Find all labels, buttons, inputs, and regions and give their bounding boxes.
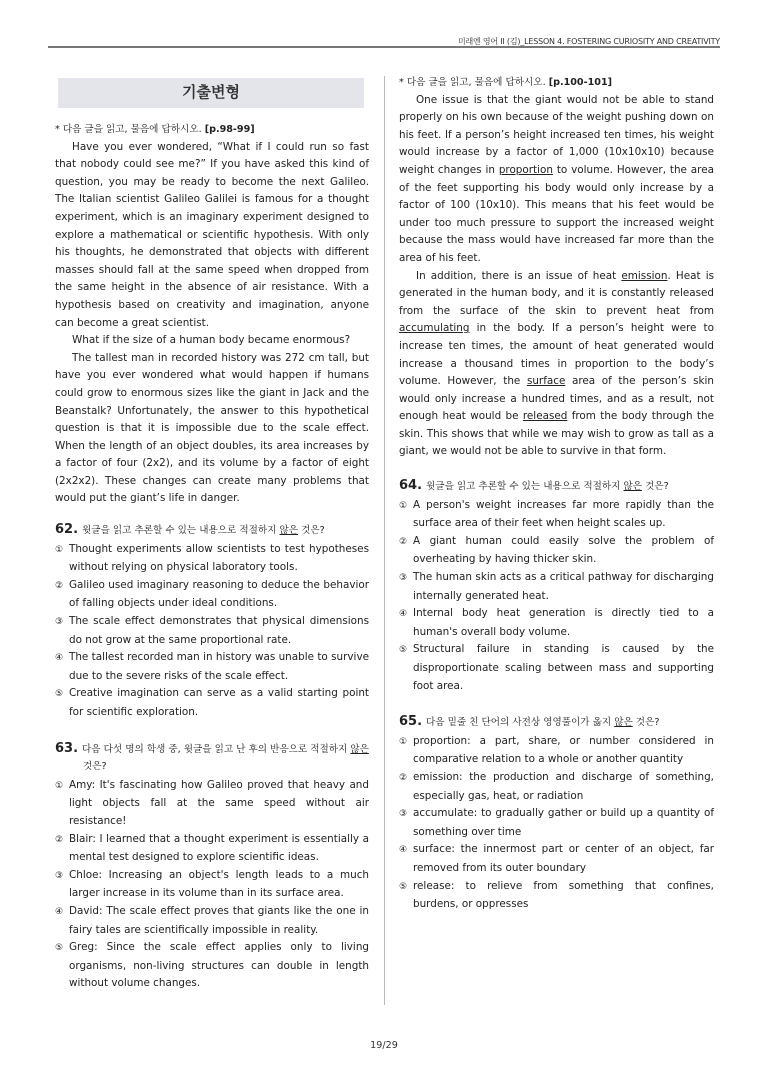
option xyxy=(55,577,369,613)
option-marker: ④ xyxy=(55,653,64,664)
option-text: Creative imagination can serve as a valid starting point for scientific exploration. xyxy=(69,687,369,718)
running-header: 미래엔 영어 II (김)_LESSON 4. FOSTERING CURIOSITY AND CREATIVITY xyxy=(457,37,720,46)
option xyxy=(55,613,369,649)
underlined-word: released xyxy=(522,410,568,423)
option-text: Thought experiments allow scientists to test hypotheses without relying on physical laboratory tools. xyxy=(69,542,369,574)
option-marker: ① xyxy=(399,736,408,747)
question-65-stem: 65. 다음 밑줄 친 단어의 사전상 영영풀이가 옳지 않은 것은? xyxy=(399,714,660,730)
option-marker: ⑤ xyxy=(55,943,64,954)
option-text: emission: the production and discharge of something, especially gas, heat, or radiation xyxy=(413,770,714,802)
option-text: proportion: a part, share, or number considered in comparative relation to a whole or another quantity xyxy=(413,734,714,766)
option xyxy=(55,541,369,577)
paragraph-text: In addition, there is an issue of heat xyxy=(416,269,622,282)
column-divider xyxy=(384,76,385,1005)
option-text: Amy: It's fascinating how Galileo proved that heavy and light objects fall at the same speed without air resistance! xyxy=(69,778,369,827)
option xyxy=(55,831,369,867)
section-title: 기출변형 xyxy=(182,83,240,102)
option-marker: ② xyxy=(55,580,64,591)
option xyxy=(399,841,714,877)
option-text: Galileo used imaginary reasoning to deduce the behavior of falling objects under ideal conditions. xyxy=(69,578,369,610)
option xyxy=(55,867,369,903)
question-62 xyxy=(55,521,369,722)
header-rule xyxy=(48,46,720,48)
option-marker: ① xyxy=(55,780,64,791)
passage1-paragraph: The tallest man in recorded history was 272 cm tall, but have you ever wondered what would happen if humans could grow to enormous sizes like the giant in Jack and the Beanstalk? Unfortunately, the answer to this hypothetical question is that it is impossible due to the scale effect. When the length of an object doubles, its area increases by a factor of four (2x2), and its volume by a factor of eight (2x2x2). These changes can create many problems that would put the giant’s life in danger. xyxy=(55,351,369,505)
option-text: Internal body heat generation is directly tied to a human's overall body volume. xyxy=(413,607,714,638)
option xyxy=(399,569,714,605)
question-64 xyxy=(399,477,714,695)
option-marker: ⑤ xyxy=(399,645,408,656)
option xyxy=(399,878,714,914)
option-marker: ② xyxy=(399,772,408,783)
option-text: release: to relieve from something that confines, burdens, or oppresses xyxy=(413,879,714,911)
option-text: David: The scale effect proves that giants like the one in fairy tales are scientifically impossible in reality. xyxy=(69,904,369,936)
option-marker: ③ xyxy=(55,870,64,881)
option xyxy=(55,939,369,993)
option xyxy=(399,805,714,841)
option-text: accumulate: to gradually gather or build up a quantity of something over time xyxy=(413,807,714,838)
paragraph-text: area of the person’s skin would only increase a hundred times, and as a result, not enough heat would be xyxy=(399,375,714,423)
option xyxy=(399,733,714,769)
passage1-pages: [p.98-99] xyxy=(204,124,255,135)
option-text: surface: the innermost part or center of an object, far removed from its outer boundary xyxy=(413,843,714,874)
option-text: A giant human could easily solve the problem of overheating by having thicker skin. xyxy=(413,534,714,566)
passage1-instruction: * 다음 글을 읽고, 물음에 답하시오. [p.98-99] xyxy=(55,124,255,135)
section-title-box xyxy=(58,78,364,108)
underlined-word: emission xyxy=(621,269,668,282)
option-marker: ② xyxy=(399,536,408,547)
option-marker: ④ xyxy=(399,845,408,856)
option-marker: ① xyxy=(399,500,408,511)
paragraph-text: to volume. However, the area of the feet supporting his body would only increase by a factor of 100 (10x10). This means that his feet would be under too much pressure to support the increased weight because the mass would have increased far more than the area of his feet. xyxy=(399,163,714,264)
question-63 xyxy=(55,740,369,993)
passage1-paragraph: Have you ever wondered, “What if I could run so fast that nobody could see me?” If you have asked this kind of question, you may be ready to become the next Galileo. The Italian scientist Galileo Galilei is famous for a thought experiment, which is an imaginary experiment designed to explore a mathematical or scientific hypothesis. With only his thoughts, he demonstrated that objects with different masses should fall at the same speed when dropped from the same height in the absence of air resistance. With a hypothesis based on creativity and imagination, anyone can become a great scientist. xyxy=(55,140,369,329)
option-text: Blair: I learned that a thought experiment is essentially a mental test designed to explore scientific ideas. xyxy=(69,832,369,864)
passage2-paragraph xyxy=(399,268,714,462)
option xyxy=(399,769,714,805)
paragraph-text: from the body through the skin. This shows that while we may wish to grow as tall as a giant, we would not be able to survive in that form. xyxy=(399,410,714,458)
option-marker: ⑤ xyxy=(55,689,64,700)
right-column xyxy=(399,74,714,914)
option-marker: ④ xyxy=(55,906,64,917)
option xyxy=(399,641,714,695)
passage1-paragraph: What if the size of a human body became enormous? xyxy=(72,334,351,347)
option xyxy=(55,649,369,685)
question-62-stem: 62. 윗글을 읽고 추론할 수 있는 내용으로 적절하지 않은 것은? xyxy=(55,522,325,538)
paragraph-text: . Heat is generated in the human body, and it is constantly released from the surface of the skin to prevent heat from xyxy=(399,269,715,317)
option xyxy=(55,777,369,831)
option-marker: ③ xyxy=(399,573,408,584)
paragraph-text: in the body. If a person’s height were to increase ten times, the amount of heat generated would increase a thousand times in proportion to the body’s volume. However, the xyxy=(399,322,714,388)
option-text: Chloe: Increasing an object's length leads to a much larger increase in its volume than in its surface area. xyxy=(69,868,369,900)
option-marker: ② xyxy=(55,834,64,845)
page-number: 19/29 xyxy=(370,1040,398,1051)
passage2-pages: [p.100-101] xyxy=(548,77,613,88)
option xyxy=(399,533,714,569)
paragraph-text: One issue is that the giant would not be able to stand properly on his own because of the weight pushing down on his feet. If a person’s height increased ten times, his weight would increase by a factor of 1,000 (10x10x10) because weight changes in xyxy=(399,93,714,176)
option-text: Greg: Since the scale effect applies only to living organisms, non-living structures can double in length without volume changes. xyxy=(69,941,369,990)
option-text: The scale effect demonstrates that physical dimensions do not grow at the same proportional rate. xyxy=(69,615,369,646)
underlined-word: proportion xyxy=(498,163,553,176)
left-column xyxy=(55,74,369,993)
option-marker: ⑤ xyxy=(399,881,408,892)
option-marker: ③ xyxy=(55,617,64,628)
option-marker: ③ xyxy=(399,809,408,820)
option-text: Structural failure in standing is caused by the disproportionate scaling between mass and supporting foot area. xyxy=(413,643,714,692)
option-text: The human skin acts as a critical pathway for discharging internally generated heat. xyxy=(413,571,714,602)
option-marker: ① xyxy=(55,544,64,555)
underlined-word: surface xyxy=(526,375,566,388)
option xyxy=(55,903,369,939)
option xyxy=(55,685,369,721)
underlined-word: accumulating xyxy=(399,322,470,335)
option xyxy=(399,497,714,533)
question-64-stem: 64. 윗글을 읽고 추론할 수 있는 내용으로 적절하지 않은 것은? xyxy=(399,478,669,494)
passage2-instruction: * 다음 글을 읽고, 물음에 답하시오. [p.100-101] xyxy=(399,77,613,88)
option-text: A person's weight increases far more rapidly than the surface area of their feet when height scales up. xyxy=(413,498,714,530)
option-text: The tallest recorded man in history was unable to survive due to the severe risks of the scale effect. xyxy=(69,651,369,682)
question-65 xyxy=(399,713,714,914)
option-marker: ④ xyxy=(399,609,408,620)
passage2-paragraph xyxy=(399,92,714,268)
option xyxy=(399,605,714,641)
question-63-stem: 63. 다음 다섯 명의 학생 중, 윗글을 읽고 난 후의 반응으로 적절하지 않은 것은? xyxy=(55,740,369,773)
